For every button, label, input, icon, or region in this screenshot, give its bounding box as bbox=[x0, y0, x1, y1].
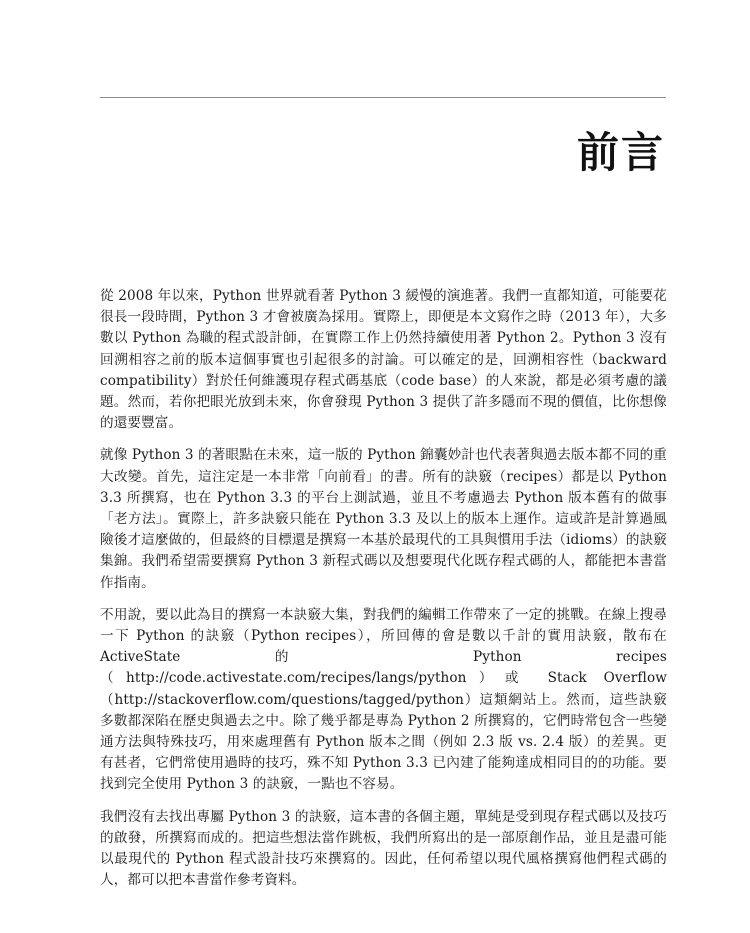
header-rule bbox=[100, 97, 666, 98]
paragraph-1: 從 2008 年以來，Python 世界就看著 Python 3 緩慢的演進著。我們一直都知道，可能要花很長一段時間，Python 3 才會被廣為採用。實際上，即便是本文寫作之時（2013 年），大多數以 Python 為職的程式設計師，在實際工作上仍然持續使用著 Python 2。Python 3 沒有回溯相容之前的版本這個事實也引起很多的討論。可以確定的是，回溯相容性（backward compatibility）對於任何維護現存程式碼基底（code base）的人來說，都是必須考慮的議題。然而，若你把眼光放到未來，你會發現 Python 3 提供了許多隱而不現的價值，比你想像的還要豐富。 bbox=[100, 288, 667, 432]
paragraph-2: 就像 Python 3 的著眼點在未來，這一版的 Python 錦囊妙計也代表著與過去版本都不同的重大改變。首先，這注定是一本非常「向前看」的書。所有的訣竅（recipes）都是以 Python 3.3 所撰寫，也在 Python 3.3 的平台上測試過，並且不考慮過去 Python 版本舊有的做事「老方法」。實際上，許多訣竅只能在 Python 3.3 及以上的版本上運作。這或許是計算過風險後才這麼做的，但最終的目標還是撰寫一本基於最現代的工具與慣用手法（idioms）的訣竅集錦。我們希望需要撰寫 Python 3 新程式碼以及想要現代化既存程式碼的人，都能把本書當作指南。 bbox=[100, 447, 667, 591]
paragraph-4: 我們沒有去找出專屬 Python 3 的訣竅，這本書的各個主題，單純是受到現存程式碼以及技巧的啟發，所撰寫而成的。把這些想法當作跳板，我們所寫出的是一部原創作品，並且是盡可能以最現代的 Python 程式設計技巧來撰寫的。因此，任何希望以現代風格撰寫他們程式碼的人，都可以把本書當作參考資料。 bbox=[100, 808, 667, 889]
preface-body bbox=[100, 286, 667, 902]
chapter-title: 前言 bbox=[576, 128, 665, 177]
paragraph-3: 不用說，要以此為目的撰寫一本訣竅大集，對我們的編輯工作帶來了一定的挑戰。在線上搜尋一下 Python 的訣竅（Python recipes），所回傳的會是數以千計的實用訣竅，散布在 ActiveState 的 Python recipes（http://code.activestate.com/recipes/langs/python）或 Stack Overflow（http://stackoverflow.com/questions/tagged/python）這類網站上。然而，這些訣竅多數都深陷在歷史與過去之中。除了幾乎都是專為 Python 2 所撰寫的，它們時常包含一些變通方法與特殊技巧，用來處理舊有 Python 版本之間（例如 2.3 版 vs. 2.4 版）的差異。更有甚者，它們常使用過時的技巧，殊不知 Python 3.3 已內建了能夠達成相同目的的功能。要找到完全使用 Python 3 的訣竅，一點也不容易。 bbox=[100, 606, 667, 793]
